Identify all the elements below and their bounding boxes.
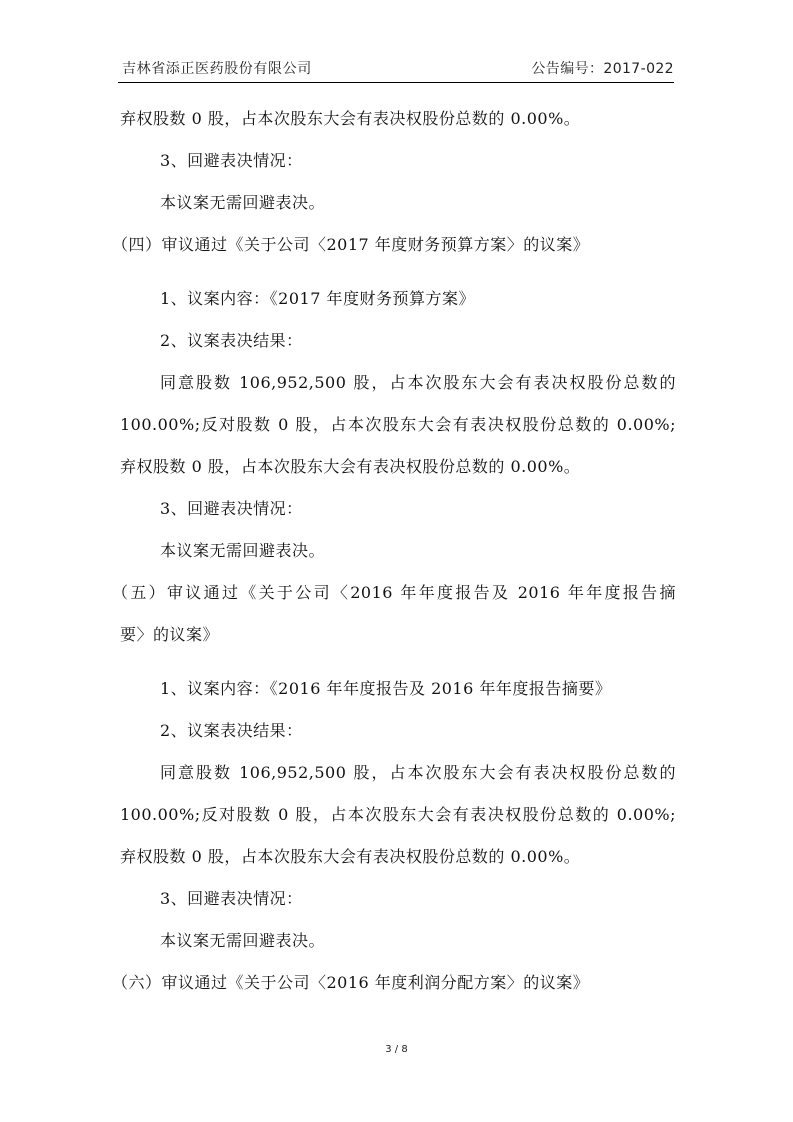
- section-heading: （五）审议通过《关于公司〈2016 年年度报告及 2016 年年度报告摘: [112, 583, 676, 602]
- body-line: 3、回避表决情况：: [160, 151, 303, 170]
- page-number: 3 / 8: [385, 1044, 408, 1055]
- body-line: 同意股数 106,952,500 股，占本次股东大会有表决权股份总数的: [160, 763, 676, 782]
- section-heading: （六）审议通过《关于公司〈2016 年度利润分配方案〉的议案》: [112, 973, 590, 992]
- body-line: 1、议案内容：《2017 年度财务预算方案》: [160, 289, 475, 308]
- body-line: 2、议案表决结果：: [160, 331, 303, 350]
- body-line: 弃权股数 0 股，占本次股东大会有表决权股份总数的 0.00%。: [120, 847, 581, 866]
- body-line: 本议案无需回避表决。: [160, 931, 326, 950]
- body-line: 1、议案内容：《2016 年年度报告及 2016 年年度报告摘要》: [160, 679, 612, 698]
- body-line: 3、回避表决情况：: [160, 889, 303, 908]
- body-line: 弃权股数 0 股，占本次股东大会有表决权股份总数的 0.00%。: [120, 109, 581, 128]
- body-line: 本议案无需回避表决。: [160, 541, 326, 560]
- body-line: 100.00%;反对股数 0 股，占本次股东大会有表决权股份总数的 0.00%;: [120, 415, 676, 434]
- body-line: 本议案无需回避表决。: [160, 193, 326, 212]
- page-header: [118, 52, 674, 83]
- body-line: 2、议案表决结果：: [160, 721, 303, 740]
- body-line: 弃权股数 0 股，占本次股东大会有表决权股份总数的 0.00%。: [120, 457, 581, 476]
- body-line: 同意股数 106,952,500 股，占本次股东大会有表决权股份总数的: [160, 373, 676, 392]
- body-line: 3、回避表决情况：: [160, 499, 303, 518]
- company-name: 吉林省添正医药股份有限公司: [122, 61, 312, 77]
- section-heading: （四）审议通过《关于公司〈2017 年度财务预算方案〉的议案》: [112, 235, 590, 254]
- body-line: 100.00%;反对股数 0 股，占本次股东大会有表决权股份总数的 0.00%;: [120, 805, 676, 824]
- section-heading-cont: 要〉的议案》: [120, 625, 220, 644]
- announcement-number: 公告编号：2017-022: [531, 61, 674, 77]
